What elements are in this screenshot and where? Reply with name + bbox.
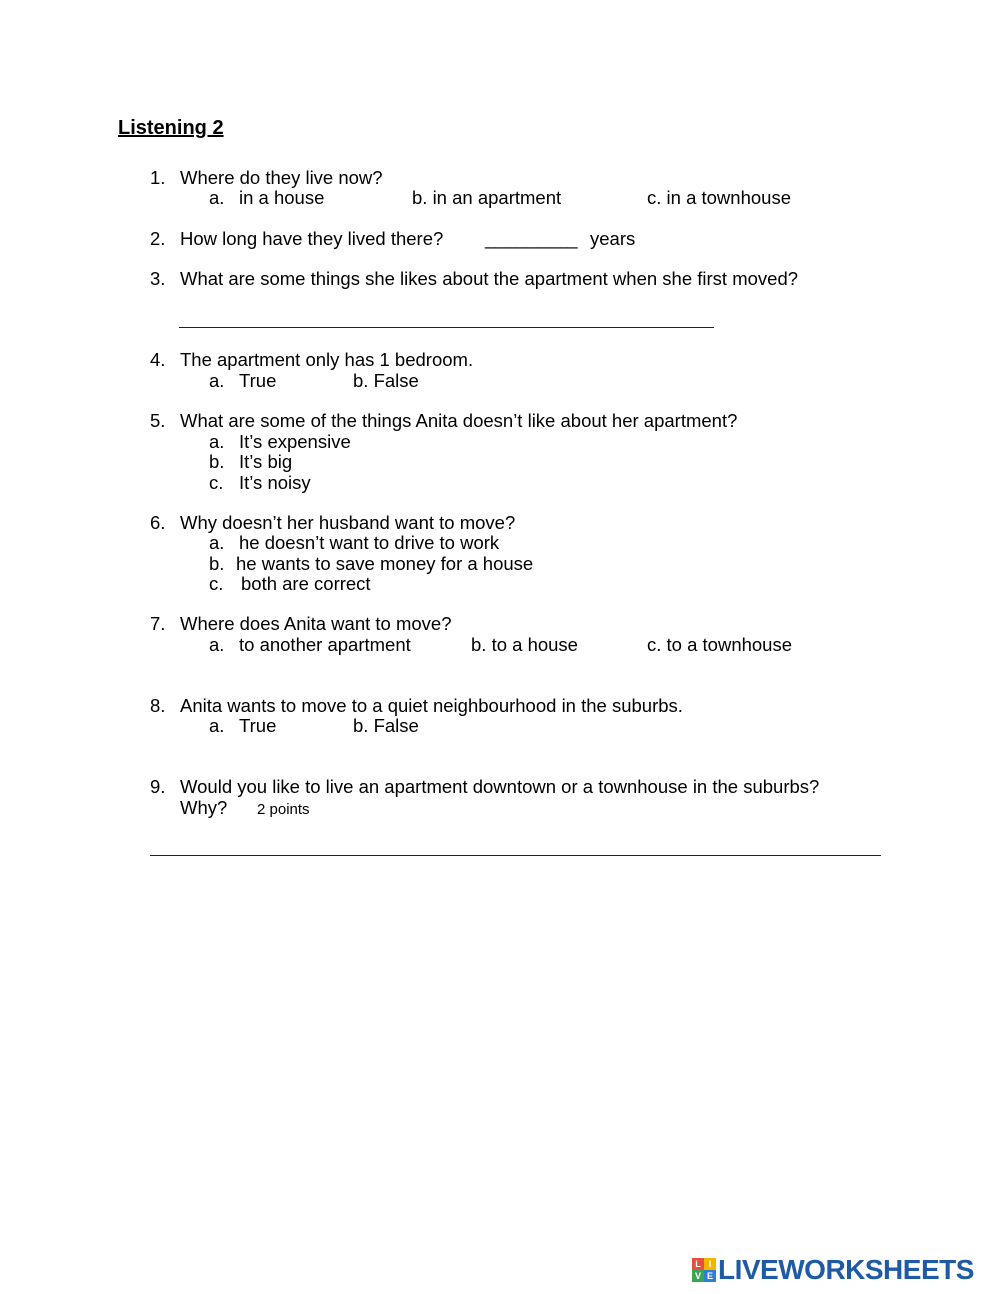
option-letter: b.: [209, 553, 225, 574]
logo-text: LIVEWORKSHEETS: [718, 1254, 974, 1285]
worksheet-title: Listening 2: [118, 117, 224, 139]
question-text: How long have they lived there?: [180, 228, 444, 249]
question-number: 8.: [150, 695, 166, 716]
option-letter: a.: [209, 431, 225, 452]
question-number: 6.: [150, 512, 166, 533]
question-text: What are some of the things Anita doesn’t like about her apartment?: [180, 410, 738, 431]
option-text[interactable]: b. in an apartment: [412, 187, 562, 208]
option-text[interactable]: b. False: [353, 715, 419, 736]
option-letter: a.: [209, 634, 225, 655]
question-number: 4.: [150, 349, 166, 370]
question-text: Would you like to live an apartment downtown or a townhouse in the suburbs?: [180, 776, 820, 797]
option-letter: c.: [209, 472, 224, 493]
logo-mark-tile: V: [692, 1270, 704, 1282]
question-text: Why doesn’t her husband want to move?: [180, 512, 516, 533]
option-text[interactable]: c. to a townhouse: [647, 634, 793, 655]
points-label: 2 points: [257, 801, 310, 818]
question-text: Where do they live now?: [180, 167, 383, 188]
logo-mark-icon: [692, 1258, 716, 1282]
logo-mark-tile: I: [704, 1258, 716, 1270]
answer-line[interactable]: [150, 855, 881, 856]
option-text[interactable]: It’s big: [239, 451, 293, 472]
question-number: 9.: [150, 776, 166, 797]
option-text[interactable]: he doesn’t want to drive to work: [239, 532, 500, 553]
option-letter: a.: [209, 370, 225, 391]
answer-blank[interactable]: _________: [485, 228, 578, 249]
question-text: The apartment only has 1 bedroom.: [180, 349, 474, 370]
question-text-why: Why?: [180, 797, 228, 818]
logo-mark-tile: E: [704, 1270, 716, 1282]
option-text[interactable]: True: [239, 715, 277, 736]
option-letter: c.: [209, 573, 224, 594]
option-text[interactable]: both are correct: [241, 573, 371, 594]
option-letter: a.: [209, 532, 225, 553]
option-text[interactable]: c. in a townhouse: [647, 187, 791, 208]
option-text[interactable]: b. to a house: [471, 634, 578, 655]
question-number: 7.: [150, 613, 166, 634]
question-text: What are some things she likes about the apartment when she first moved?: [180, 268, 799, 289]
option-text[interactable]: b. False: [353, 370, 419, 391]
logo-mark-tile: L: [692, 1258, 704, 1270]
option-text[interactable]: It’s expensive: [239, 431, 351, 452]
liveworksheets-logo: [692, 1253, 974, 1287]
option-letter: a.: [209, 715, 225, 736]
question-number: 1.: [150, 167, 166, 188]
question-text: Anita wants to move to a quiet neighbourhood in the suburbs.: [180, 695, 683, 716]
question-number: 2.: [150, 228, 166, 249]
option-text[interactable]: he wants to save money for a house: [236, 553, 534, 574]
option-text[interactable]: in a house: [239, 187, 325, 208]
question-number: 5.: [150, 410, 166, 431]
question-number: 3.: [150, 268, 166, 289]
option-text[interactable]: It’s noisy: [239, 472, 311, 493]
option-text[interactable]: to another apartment: [239, 634, 411, 655]
option-letter: a.: [209, 187, 225, 208]
option-letter: b.: [209, 451, 225, 472]
option-text[interactable]: True: [239, 370, 277, 391]
question-suffix: years: [590, 228, 636, 249]
answer-line[interactable]: [179, 327, 714, 328]
question-text: Where does Anita want to move?: [180, 613, 452, 634]
